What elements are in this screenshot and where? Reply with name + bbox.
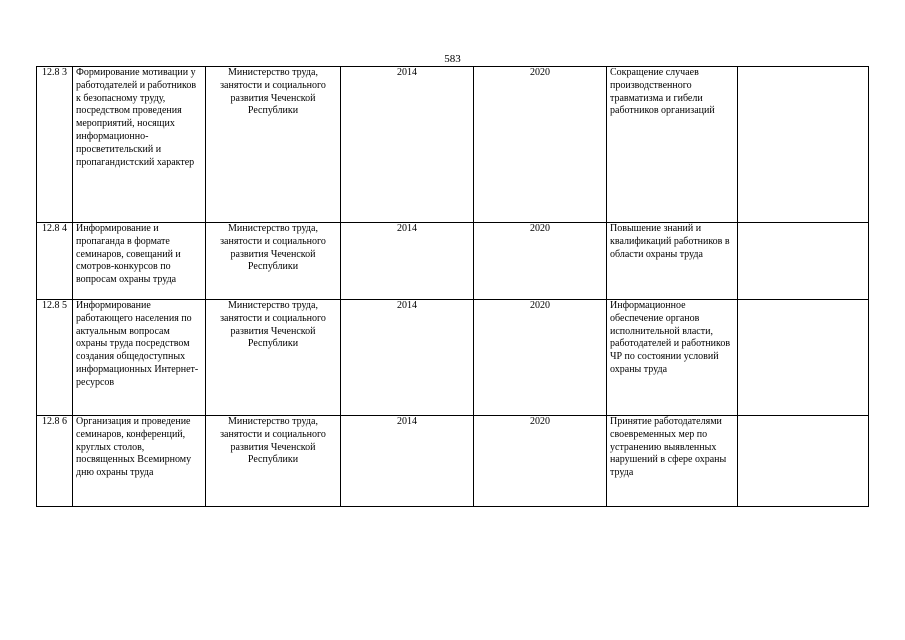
expected-result: Сокращение случаев производственного травматизма и гибели работников организаций [607,67,738,223]
end-year: 2020 [474,416,607,507]
empty-cell [738,67,869,223]
row-number: 12.8 3 [37,67,73,223]
expected-result: Принятие работодателями своевременных мер по устранению выявленных нарушений в сфере охраны труда [607,416,738,507]
empty-cell [738,416,869,507]
measure-name: Информирование работающего населения по актуальным вопросам охраны труда посредством создания общедоступных информационных Интернет-ресурсов [73,300,206,416]
measures-table [36,66,869,507]
executor: Министерство труда, занятости и социального развития Чеченской Республики [206,223,341,300]
end-year: 2020 [474,223,607,300]
start-year: 2014 [341,416,474,507]
table-row [37,300,869,416]
end-year: 2020 [474,67,607,223]
table-row [37,67,869,223]
start-year: 2014 [341,300,474,416]
row-number: 12.8 6 [37,416,73,507]
table-row [37,416,869,507]
start-year: 2014 [341,223,474,300]
row-number: 12.8 4 [37,223,73,300]
start-year: 2014 [341,67,474,223]
expected-result: Информационное обеспечение органов исполнительной власти, работодателей и работников ЧР по состоянии условий охраны труда [607,300,738,416]
measure-name: Организация и проведение семинаров, конференций, круглых столов, посвященных Всемирному дню охраны труда [73,416,206,507]
expected-result: Повышение знаний и квалификаций работников в области охраны труда [607,223,738,300]
end-year: 2020 [474,300,607,416]
page-number: 583 [444,53,461,65]
executor: Министерство труда, занятости и социального развития Чеченской Республики [206,67,341,223]
executor: Министерство труда, занятости и социального развития Чеченской Республики [206,416,341,507]
empty-cell [738,300,869,416]
measure-name: Информирование и пропаганда в формате семинаров, совещаний и смотров-конкурсов по вопросам охраны труда [73,223,206,300]
executor: Министерство труда, занятости и социального развития Чеченской Республики [206,300,341,416]
measure-name: Формирование мотивации у работодателей и работников к безопасному труду, посредством проведения мероприятий, носящих информационно-просветительский и пропагандистский характер [73,67,206,223]
empty-cell [738,223,869,300]
table-row [37,223,869,300]
row-number: 12.8 5 [37,300,73,416]
